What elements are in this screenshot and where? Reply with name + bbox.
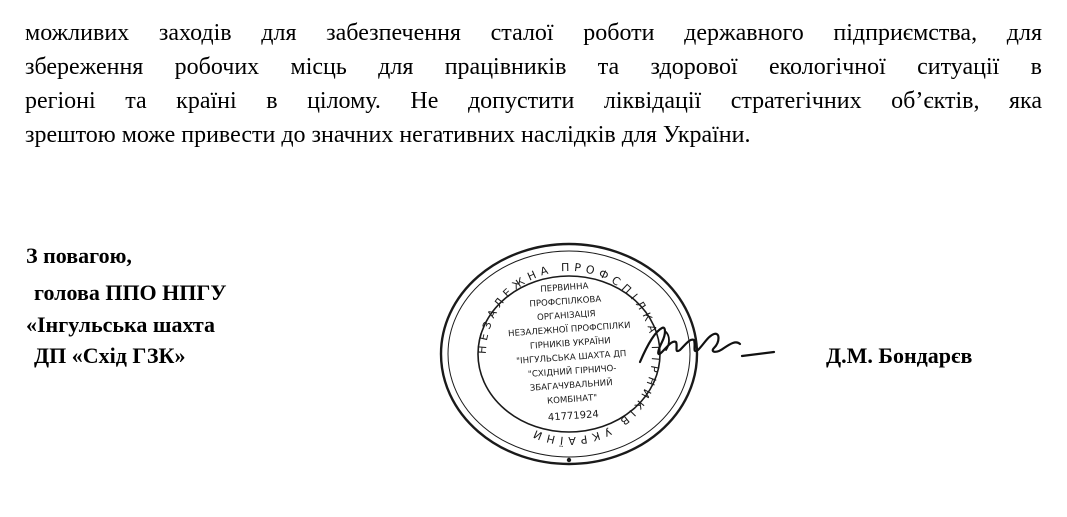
stamp-inner-line: "ІНГУЛЬСЬКА ШАХТА ДП [515,349,627,367]
stamp-inner-line: ГІРНИКІВ УКРАЇНИ [529,336,612,352]
stamp-inner-line: КОМБІНАТ" [546,393,598,407]
stamp-code: 41771924 [547,409,600,424]
signer-name: Д.М. Бондарєв [826,343,973,368]
signer-organization-line: «Інгульська шахта [26,312,215,337]
paragraph-line: зрештою може привести до значних негативних наслідків для України. [25,122,751,148]
letter-body-paragraph [25,16,1042,152]
stamp-inner-line: ПЕРВИННА [540,281,589,295]
paragraph-line: можливих заходів для забезпечення сталої роботи державного підприємства, для [25,20,1042,46]
stamp-ring-text: НЕЗАЛЕЖНА ПРОФСПІЛКА ГІРНИКІВ УКРАЇНИ [475,260,663,448]
stamp-inner-line: ОРГАНІЗАЦІЯ [536,309,596,324]
signer-position-line: голова ППО НПГУ [34,280,227,305]
paragraph-line: збереження робочих місць для працівників та здорової екологічної ситуації в [25,54,1042,80]
stamp-dot [567,458,571,462]
closing-greeting: З повагою, [26,243,132,268]
stamp-inner-line: ЗБАГАЧУВАЛЬНИЙ [529,378,613,394]
handwritten-signature [636,318,786,378]
stamp-inner-line: ПРОФСПІЛКОВА [529,294,602,310]
paragraph-line: регіоні та країні в цілому. Не допустити ліквідації стратегічних об’єктів, яка [25,88,1042,114]
stamp-inner-line: "СХІДНИЙ ГІРНИЧО- [527,363,617,380]
stamp-inner-line: НЕЗАЛЕЖНОЇ ПРОФСПІЛКИ [507,320,631,340]
signer-enterprise-line: ДП «Схід ГЗК» [34,343,186,368]
